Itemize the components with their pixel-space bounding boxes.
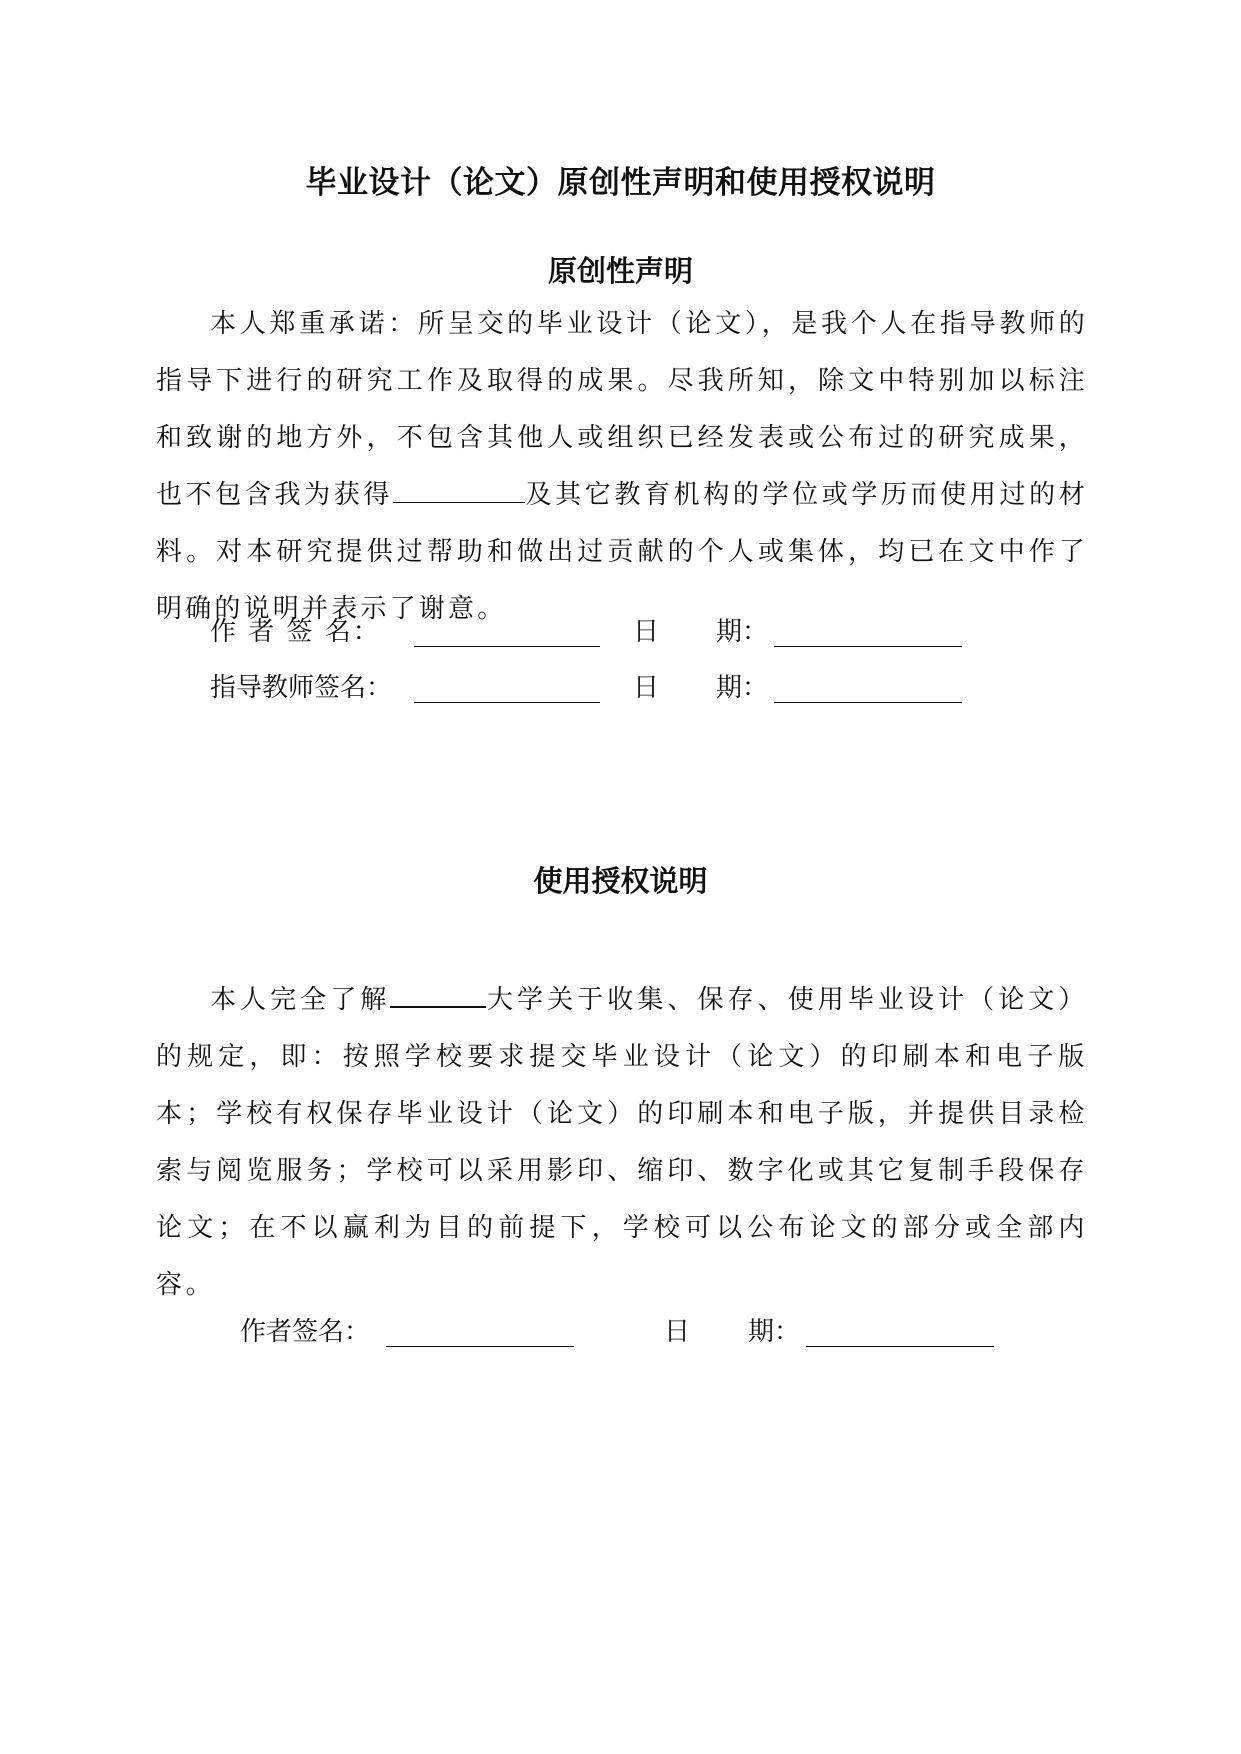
degree-blank[interactable] xyxy=(393,476,525,503)
advisor-signature-row xyxy=(0,668,1241,712)
advisor-signature-line[interactable] xyxy=(414,702,600,703)
author-signature-label: 作 者 签 名： xyxy=(210,617,381,647)
originality-heading: 原创性声明 xyxy=(547,254,693,288)
authorization-text-part2: 大学关于收集、保存、使用毕业设计（论文）的规定，即：按照学校要求提交毕业设计（论文）的印刷本和电子版本；学校有权保存毕业设计（论文）的印刷本和电子版，并提供目录检索与阅览服务；学校可以采用影印、缩印、数字化或其它复制手段保存论文；在不以赢利为目的前提下，学校可以公布论文的部分或全部内容。 xyxy=(156,985,1088,1300)
advisor-date-label-1: 日 xyxy=(633,673,660,703)
advisor-date-line[interactable] xyxy=(774,702,962,703)
authorization-paragraph xyxy=(156,972,1088,1314)
authorization-signature-line[interactable] xyxy=(386,1346,574,1347)
author-signature-row xyxy=(0,612,1241,656)
author-date-label-1: 日 xyxy=(633,617,660,647)
authorization-date-label-1: 日 xyxy=(664,1317,691,1347)
originality-text-part2: 及其它教育机构的学位或学历而使用过的材料。对本研究提供过帮助和做出过贡献的个人或集体，均已在文中作了明确的说明并表示了谢意。 xyxy=(156,480,1088,624)
advisor-signature-label: 指导教师签名： xyxy=(210,673,393,703)
authorization-date-label-2: 期： xyxy=(748,1317,801,1347)
originality-text-part1: 本人郑重承诺：所呈交的毕业设计（论文），是我个人在指导教师的指导下进行的研究工作及取得的成果。尽我所知，除文中特别加以标注和致谢的地方外，不包含其他人或组织已经发表或公布过的研究成果，也不包含我为获得 xyxy=(156,309,1088,510)
authorization-date-line[interactable] xyxy=(806,1346,994,1347)
author-date-label-2: 期： xyxy=(716,617,769,647)
author-date-line[interactable] xyxy=(774,646,962,647)
authorization-signature-row xyxy=(0,1312,1241,1356)
university-blank[interactable] xyxy=(390,980,486,1008)
advisor-date-label-2: 期： xyxy=(716,673,769,703)
authorization-heading: 使用授权说明 xyxy=(533,864,708,898)
author-signature-line[interactable] xyxy=(414,646,600,647)
authorization-signature-label: 作者签名： xyxy=(240,1317,371,1347)
originality-paragraph xyxy=(156,296,1088,638)
page-title: 毕业设计（论文）原创性声明和使用授权说明 xyxy=(305,165,936,201)
authorization-text-part1: 本人完全了解 xyxy=(210,985,391,1015)
